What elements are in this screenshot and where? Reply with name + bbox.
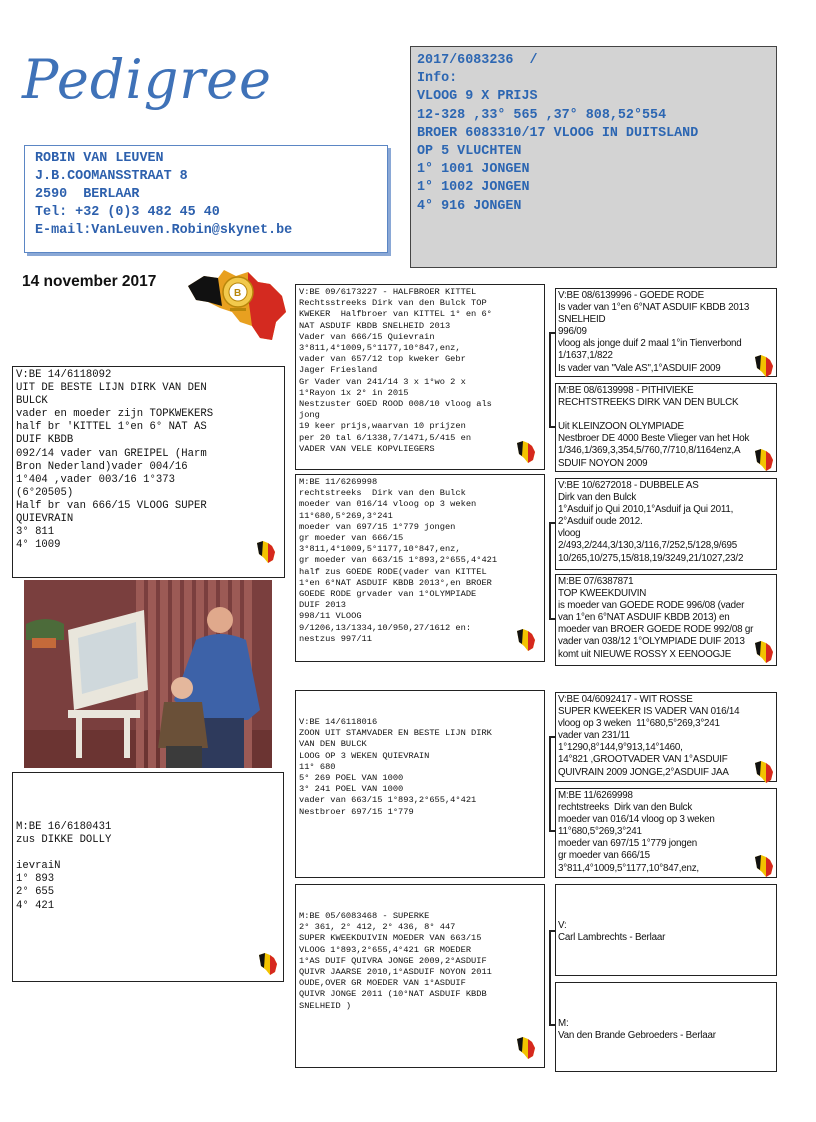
info-line: BROER 6083310/17 VLOOG IN DUITSLAND bbox=[417, 125, 699, 141]
info-line: 12-328 ,33° 565 ,37° 808,52°554 bbox=[417, 107, 667, 123]
grandfather-maternal-box bbox=[295, 690, 545, 878]
breeder-photo bbox=[24, 580, 272, 768]
grandmother-paternal-box: M:BE 11/6269998 rechtstreeks Dirk van den Bulck moeder van 016/14 vloog op 3 weken 11°680,5°269,3°241 moeder van 697/15 1°779 jongen gr moeder van 666/15 3°811,4°1009,5°1177,10°847,enz, gr moeder van 663/15 1°893,2°655,4°421 half zus GOEDE RODE(vader van KITTEL 1°en 6°NAT ASDUIF KBDB 2013°,en BROER GOEDE RODE grvader van 1°OLYMPIADE DUIF 2013 998/11 VLOOG 9/1206,13/1334,10/950,27/1612 en: nestzus 997/11 bbox=[295, 474, 545, 662]
info-line: OP 5 VLUCHTEN bbox=[417, 144, 522, 160]
svg-text:B: B bbox=[234, 288, 242, 299]
mother-spacer bbox=[16, 775, 280, 821]
ring-number: 2017/6083236 / bbox=[417, 53, 538, 68]
belgium-flag-icon bbox=[754, 640, 774, 664]
grandmother-maternal-box bbox=[295, 884, 545, 1068]
ggparent-1-box: V:BE 08/6139996 - GOEDE RODE Is vader van 1°en 6°NAT ASDUIF KBDB 2013 SNELHEID 996/09 vloog als jonge duif 2 maal 1°in Tienverbond 1/1637,1/822 Is vader van "Vale AS",1°ASDUIF 2009 bbox=[555, 288, 777, 377]
breeder-contact-box bbox=[24, 145, 388, 253]
belgium-flag-icon bbox=[516, 440, 536, 464]
ggparent-7-spacer bbox=[558, 886, 774, 920]
info-line: VLOOG 9 X PRIJS bbox=[417, 89, 538, 105]
page-title: Pedigree bbox=[22, 48, 272, 111]
belgium-flag-icon bbox=[754, 354, 774, 378]
connector-line bbox=[549, 522, 555, 524]
connector-line bbox=[549, 618, 555, 620]
gf-maternal-spacer bbox=[299, 693, 541, 717]
ggparent-5-box: V:BE 04/6092417 - WIT ROSSE SUPER KWEEKER IS VADER VAN 016/14 vloog op 3 weken 11°680,5°269,3°241 vader van 231/11 1°1290,8°144,9°913,14°1460, 14°821 ,GROOTVADER VAN 1°ASDUIF QUIVRAIN 2009 JONGE,2°ASDUIF JAA bbox=[555, 692, 777, 782]
ggparent-2-box: M:BE 08/6139998 - PITHIVIEKE RECHTSTREEKS DIRK VAN DEN BULCK Uit KLEINZOON OLYMPIADE Nestbroer DE 4000 Beste Vlieger van het Hok 1/346,1/369,3,354,5/760,7/710,8/1164enz,A SDUIF NOYON 2009 bbox=[555, 383, 777, 472]
ggparent-8-text: M: Van den Brande Gebroeders - Berlaar bbox=[558, 1018, 716, 1042]
info-line: 1° 1001 JONGEN bbox=[417, 162, 530, 178]
connector-line bbox=[549, 736, 555, 738]
belgium-flag-icon bbox=[516, 1036, 536, 1060]
breeder-street: J.B.COOMANSSTRAAT 8 bbox=[35, 169, 188, 184]
ggparent-6-box: M:BE 11/6269998 rechtstreeks Dirk van den Bulck moeder van 016/14 vloog op 3 weken 11°680,5°269,3°241 moeder van 697/15 1°779 jongen gr moeder van 666/15 3°811,4°1009,5°1177,10°847,enz, bbox=[555, 788, 777, 878]
ggparent-8-box bbox=[555, 982, 777, 1072]
ggparent-7-text: V: Carl Lambrechts - Berlaar bbox=[558, 920, 666, 944]
gm-maternal-text: M:BE 05/6083468 - SUPERKE 2° 361, 2° 412, 2° 436, 8° 447 SUPER KWEEKDUIVIN MOEDER VAN 663/15 VLOOG 1°893,2°655,4°421 GR MOEDER 1°AS DUIF QUIVRA JONGE 2009,2°ASDUIF QUIVR JAARSE 2010,1°ASDUIF NOYON 2011 OUDE,OVER GR MOEDER VAN 1°ASDUIF QUIVR JONGE 2011 (10°NAT ASDUIF KBDB SNELHEID ) bbox=[299, 911, 492, 1011]
belgium-flag-icon bbox=[258, 952, 278, 976]
info-line: 4° 916 JONGEN bbox=[417, 198, 522, 214]
gm-maternal-spacer bbox=[299, 887, 541, 911]
belgium-flag-icon bbox=[754, 760, 774, 784]
ggparent-4-box: M:BE 07/6387871 TOP KWEEKDUIVIN is moeder van GOEDE RODE 996/08 (vader van 1°en 6°NAT ASDUIF KBDB 2013) en moeder van BROER GOEDE RODE 992/08 gr vader van 038/12 1°OLYMPIADE DUIF 2013 komt uit NIEUWE ROSSY X EENOOGJE bbox=[555, 574, 777, 666]
breeder-name: ROBIN VAN LEUVEN bbox=[35, 151, 164, 166]
breeder-city: 2590 BERLAAR bbox=[35, 187, 140, 202]
belgium-flag-icon bbox=[516, 628, 536, 652]
connector-line bbox=[549, 332, 555, 334]
info-label: Info: bbox=[417, 71, 458, 87]
father-box: V:BE 14/6118092 UIT DE BESTE LIJN DIRK VAN DEN BULCK vader en moeder zijn TOPKWEKERS half br 'KITTEL 1°en 6° NAT AS DUIF KBDB 092/14 vader van GREIPEL (Harm Bron Nederland)vader 004/16 1°404 ,vader 003/16 1°373 (6°20505) Half br van 666/15 VLOOG SUPER QUIEVRAIN 3° 811 4° 1009 bbox=[12, 366, 285, 578]
connector-line bbox=[549, 1024, 555, 1026]
grandfather-paternal-box: V:BE 09/6173227 - HALFBROER KITTEL Rechtsstreeks Dirk van den Bulck TOP KWEKER Halfbroer van KITTEL 1° en 6° NAT ASDUIF KBDB SNELHEID 2013 Vader van 666/15 Quievrain 3°811,4°1009,5°1177,10°847,enz, vader van 657/12 top kweker Gebr Jager Friesland Gr Vader van 241/14 3 x 1°wo 2 x 1°Rayon 1x 2° in 2015 Nestzuster GOED ROOD 008/10 vloog als jong 19 keer prijs,waarvan 10 prijzen per 20 tal 6/1338,7/1471,5/415 en VADER VAN VELE KOPVLIEGERS bbox=[295, 284, 545, 470]
ggparent-8-spacer bbox=[558, 984, 774, 1018]
connector-line bbox=[549, 522, 551, 620]
ggparent-7-box bbox=[555, 884, 777, 976]
connector-line bbox=[549, 332, 551, 428]
mother-text: M:BE 16/6180431 zus DIKKE DOLLY ievraiN 1° 893 2° 655 4° 421 bbox=[16, 821, 112, 912]
connector-line bbox=[549, 736, 551, 832]
breeder-email: E-mail:VanLeuven.Robin@skynet.be bbox=[35, 223, 293, 238]
connector-line bbox=[549, 930, 555, 932]
gf-maternal-text: V:BE 14/6118016 ZOON UIT STAMVADER EN BESTE LIJN DIRK VAN DEN BULCK LOOG OP 3 WEKEN QUIEVRAIN 11° 680 5° 269 POEL VAN 1000 3° 241 POEL VAN 1000 vader van 663/15 1°893,2°655,4°421 Nestbroer 697/15 1°779 bbox=[299, 717, 492, 817]
info-box bbox=[410, 46, 777, 268]
belgium-map-logo bbox=[186, 266, 290, 348]
connector-line bbox=[549, 930, 551, 1026]
info-line: 1° 1002 JONGEN bbox=[417, 180, 530, 196]
pedigree-date: 14 november 2017 bbox=[22, 273, 157, 290]
connector-line bbox=[549, 426, 555, 428]
belgium-flag-icon bbox=[754, 448, 774, 472]
breeder-phone: Tel: +32 (0)3 482 45 40 bbox=[35, 205, 220, 220]
belgium-flag-icon bbox=[256, 540, 276, 564]
mother-box bbox=[12, 772, 284, 982]
ggparent-3-box: V:BE 10/6272018 - DUBBELE AS Dirk van den Bulck 1°Asduif jo Qui 2010,1°Asduif ja Qui 2011, 2°Asduif oude 2012. vloog 2/493,2/244,3/130,3/116,7/252,5/128,9/695 10/265,10/275,15/818,19/3249,21/1027,23/2 bbox=[555, 478, 777, 570]
belgium-flag-icon bbox=[754, 854, 774, 878]
connector-line bbox=[549, 830, 555, 832]
